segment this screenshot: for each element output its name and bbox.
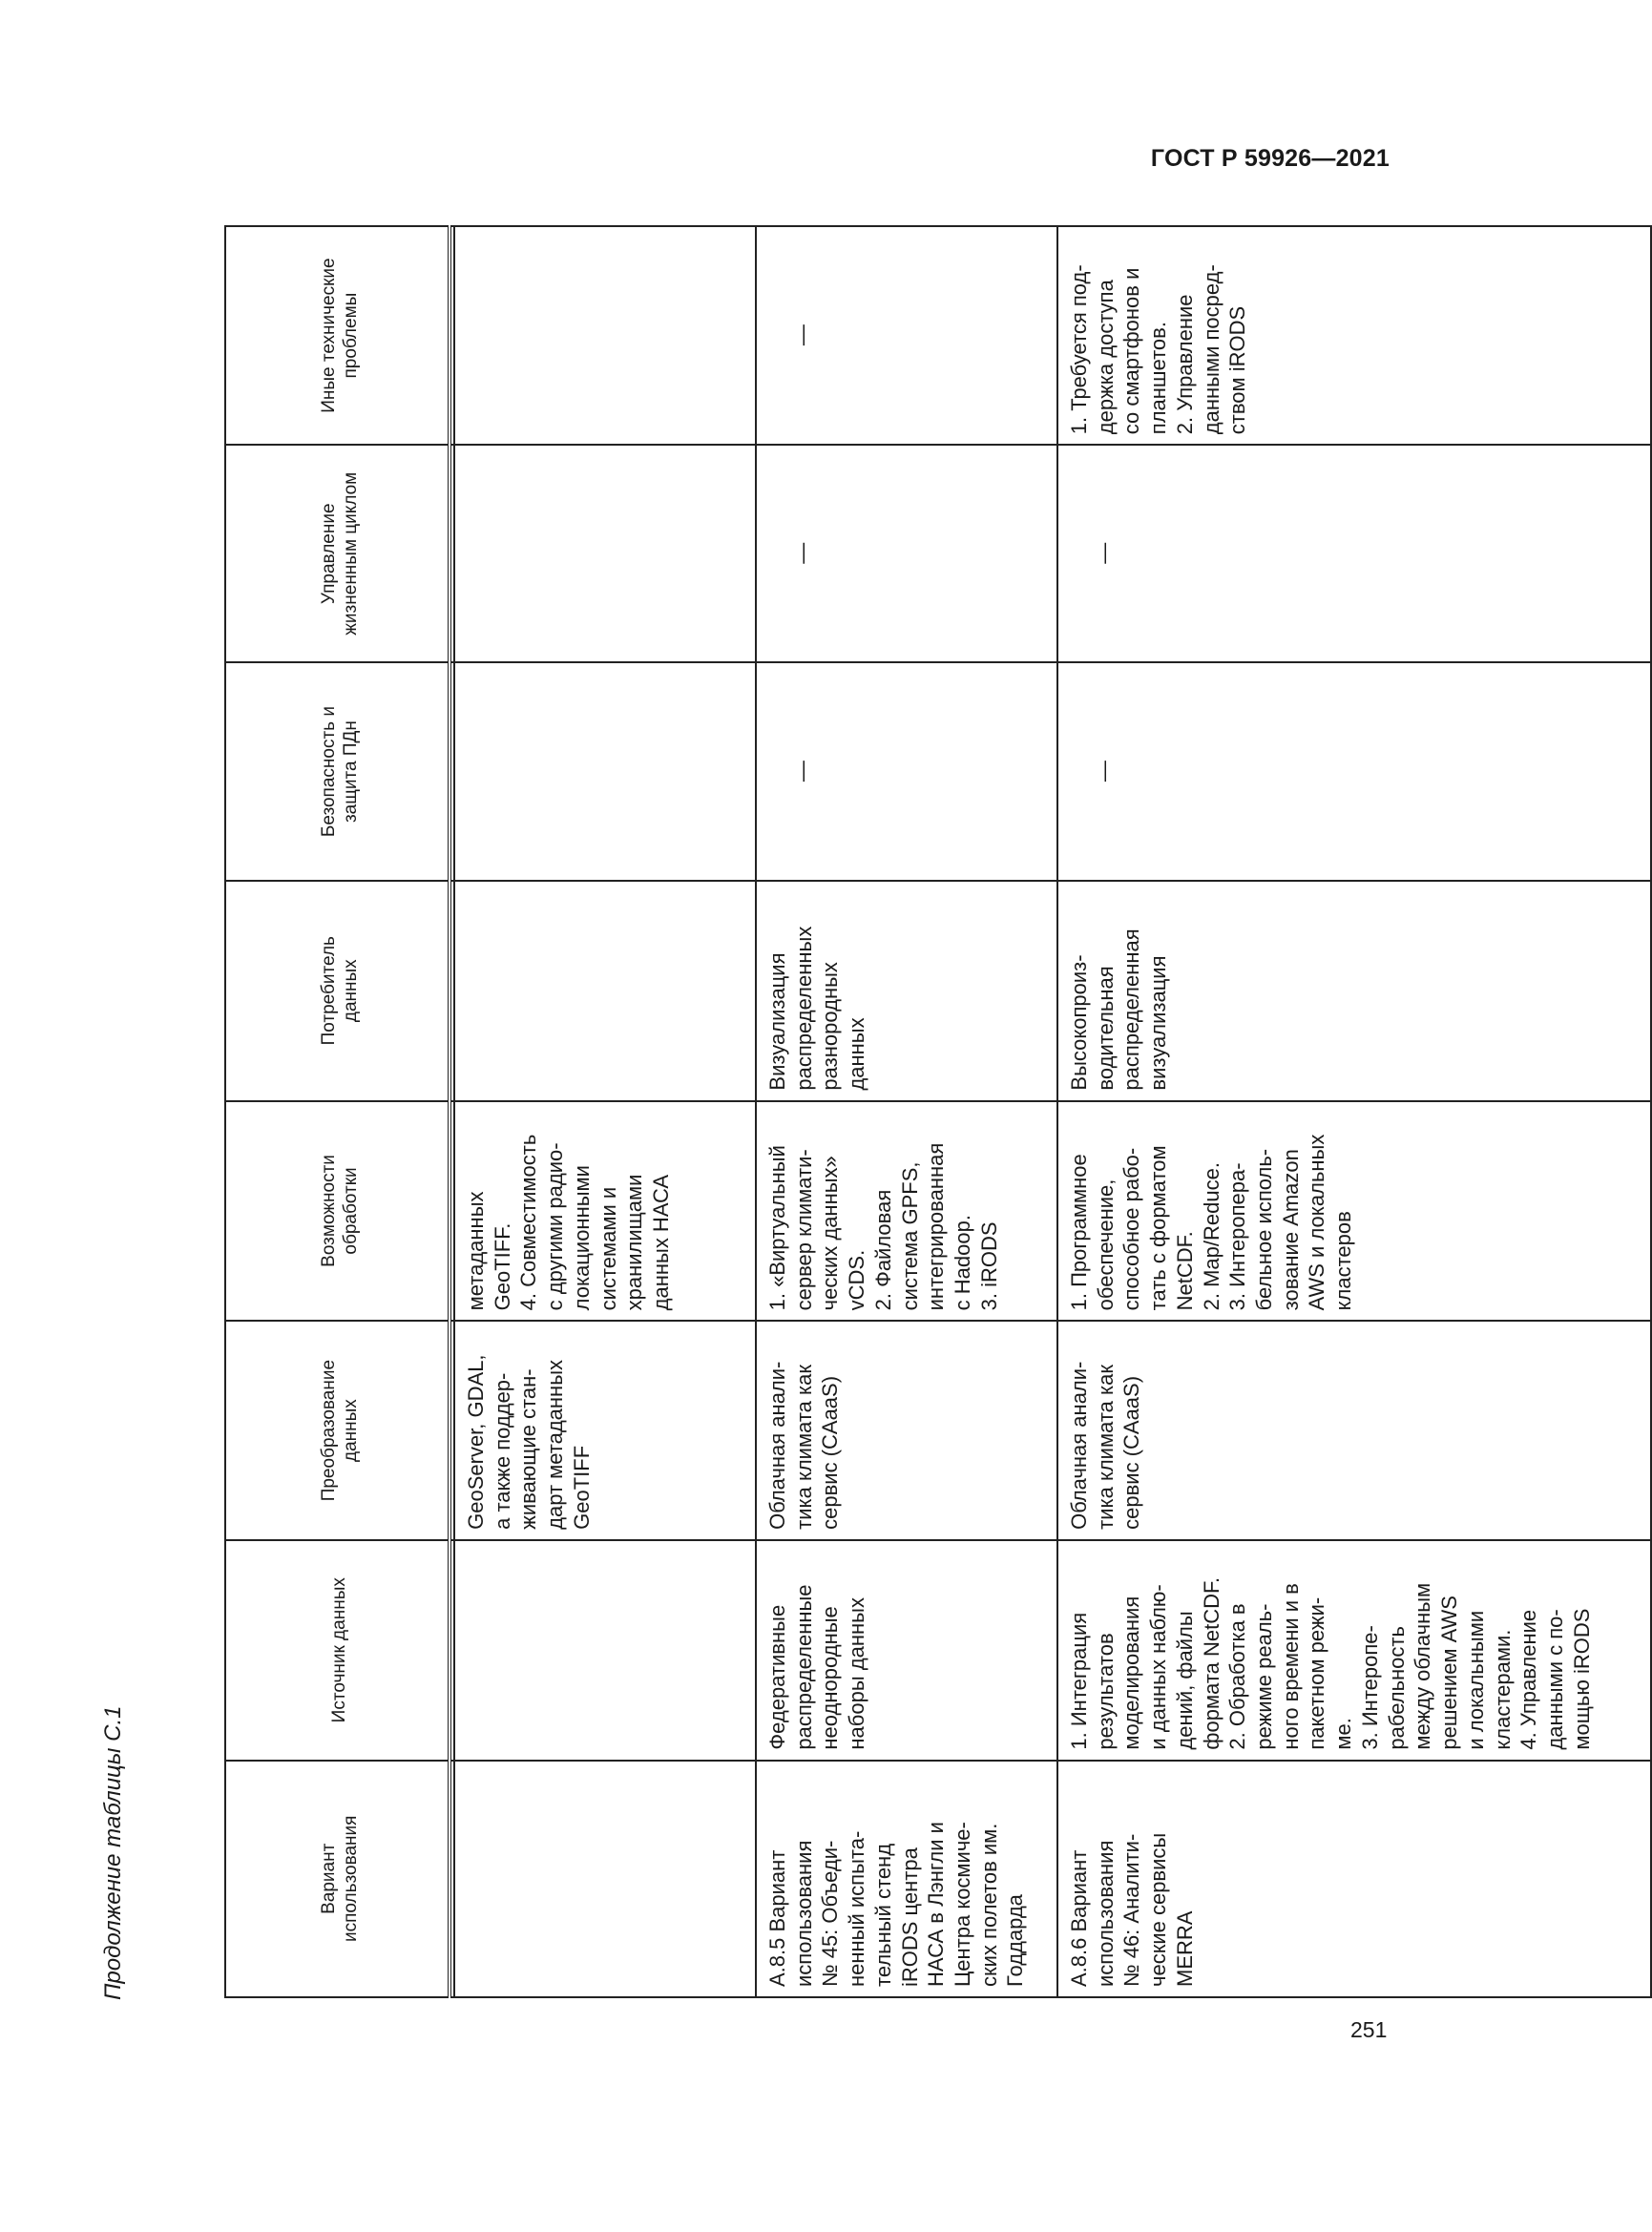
column-header: Возможности обработки [225,1101,450,1322]
security-cell [1057,662,1651,881]
dash-mark: — [1092,761,1116,782]
column-header: Источник данных [225,1540,450,1761]
table-row [1057,226,1651,1997]
table-header-row [225,226,450,1997]
page-number: 251 [1350,2017,1388,2042]
consumer-cell: Высокопроиз- водительная распределенная визуализация [1057,881,1651,1101]
table-row [756,226,1057,1997]
use-case-cell: А.8.5 Вариант использования № 45: Объеди- ненный испыта- тельный стенд iRODS центра НАСА в Лэнгли и Центра космиче- ских полетов им. Годдарда [756,1761,1057,1997]
transform-cell: GeoServer, GDAL, а также поддер- живающие стан- дарт метаданных GeoTIFF [454,1321,756,1540]
security-cell [756,662,1057,881]
column-header: Иные технические проблемы [225,226,450,445]
use-case-table [224,225,1652,1998]
lifecycle-cell [756,445,1057,662]
source-cell [454,1540,756,1761]
document-code: ГОСТ Р 59926—2021 [1150,145,1390,172]
column-header: Вариант использования [225,1761,450,1997]
processing-cell: метаданных GeoTIFF. 4. Совместимость с другими радио- локационными системами и хранилищами данных НАСА [454,1101,756,1322]
processing-cell: 1. «Виртуальный сервер климати- ческих данных» vCDS. 2. Файловая система GPFS, интегрированная с Hadoop. 3. iRODS [756,1101,1057,1322]
use-case-cell: А.8.6 Вариант использования № 46: Аналити- ческие сервисы MERRA [1057,1761,1651,1997]
column-header: Преобразование данных [225,1321,450,1540]
dash-mark: — [790,324,814,346]
table-row [454,226,756,1997]
source-cell: 1. Интеграция результатов моделирования и данных наблю- дений, файлы формата NetCDF. 2. Обработка в режиме реаль- ного времени и в пакетном режи- ме. 3. Интеропе- рабельность между облачным решением AWS и локальными кластерами. 4. Управление данными с по- мощью iRODS [1057,1540,1651,1761]
transform-cell: Облачная анали- тика климата как сервис (CAaaS) [1057,1321,1651,1540]
table-caption: Продолжение таблицы С.1 [100,1705,126,2000]
dash-mark: — [1092,542,1116,564]
column-header: Безопасность и защита ПДн [225,662,450,881]
lifecycle-cell [454,445,756,662]
rotated-table-block [100,225,1594,2000]
transform-cell: Облачная анали- тика климата как сервис (CAaaS) [756,1321,1057,1540]
other-issues-cell: 1. Требуется под- держка доступа со смартфонов и планшетов. 2. Управление данными посред- ством iRODS [1057,226,1651,445]
other-issues-cell [756,226,1057,445]
lifecycle-cell [1057,445,1651,662]
column-header: Управление жизненным циклом [225,445,450,662]
dash-mark: — [790,542,814,564]
other-issues-cell [454,226,756,445]
consumer-cell [454,881,756,1101]
security-cell [454,662,756,881]
source-cell: Федеративные распределенные неоднородные наборы данных [756,1540,1057,1761]
use-case-cell [454,1761,756,1997]
processing-cell: 1. Программное обеспечение, способное рабо- тать с форматом NetCDF. 2. Map/Reduce. 3. Интеропера- бельное исполь- зование Amazon AWS и локальных кластеров [1057,1101,1651,1322]
dash-mark: — [790,761,814,782]
consumer-cell: Визуализация распределенных разнородных данных [756,881,1057,1101]
column-header: Потребитель данных [225,881,450,1101]
